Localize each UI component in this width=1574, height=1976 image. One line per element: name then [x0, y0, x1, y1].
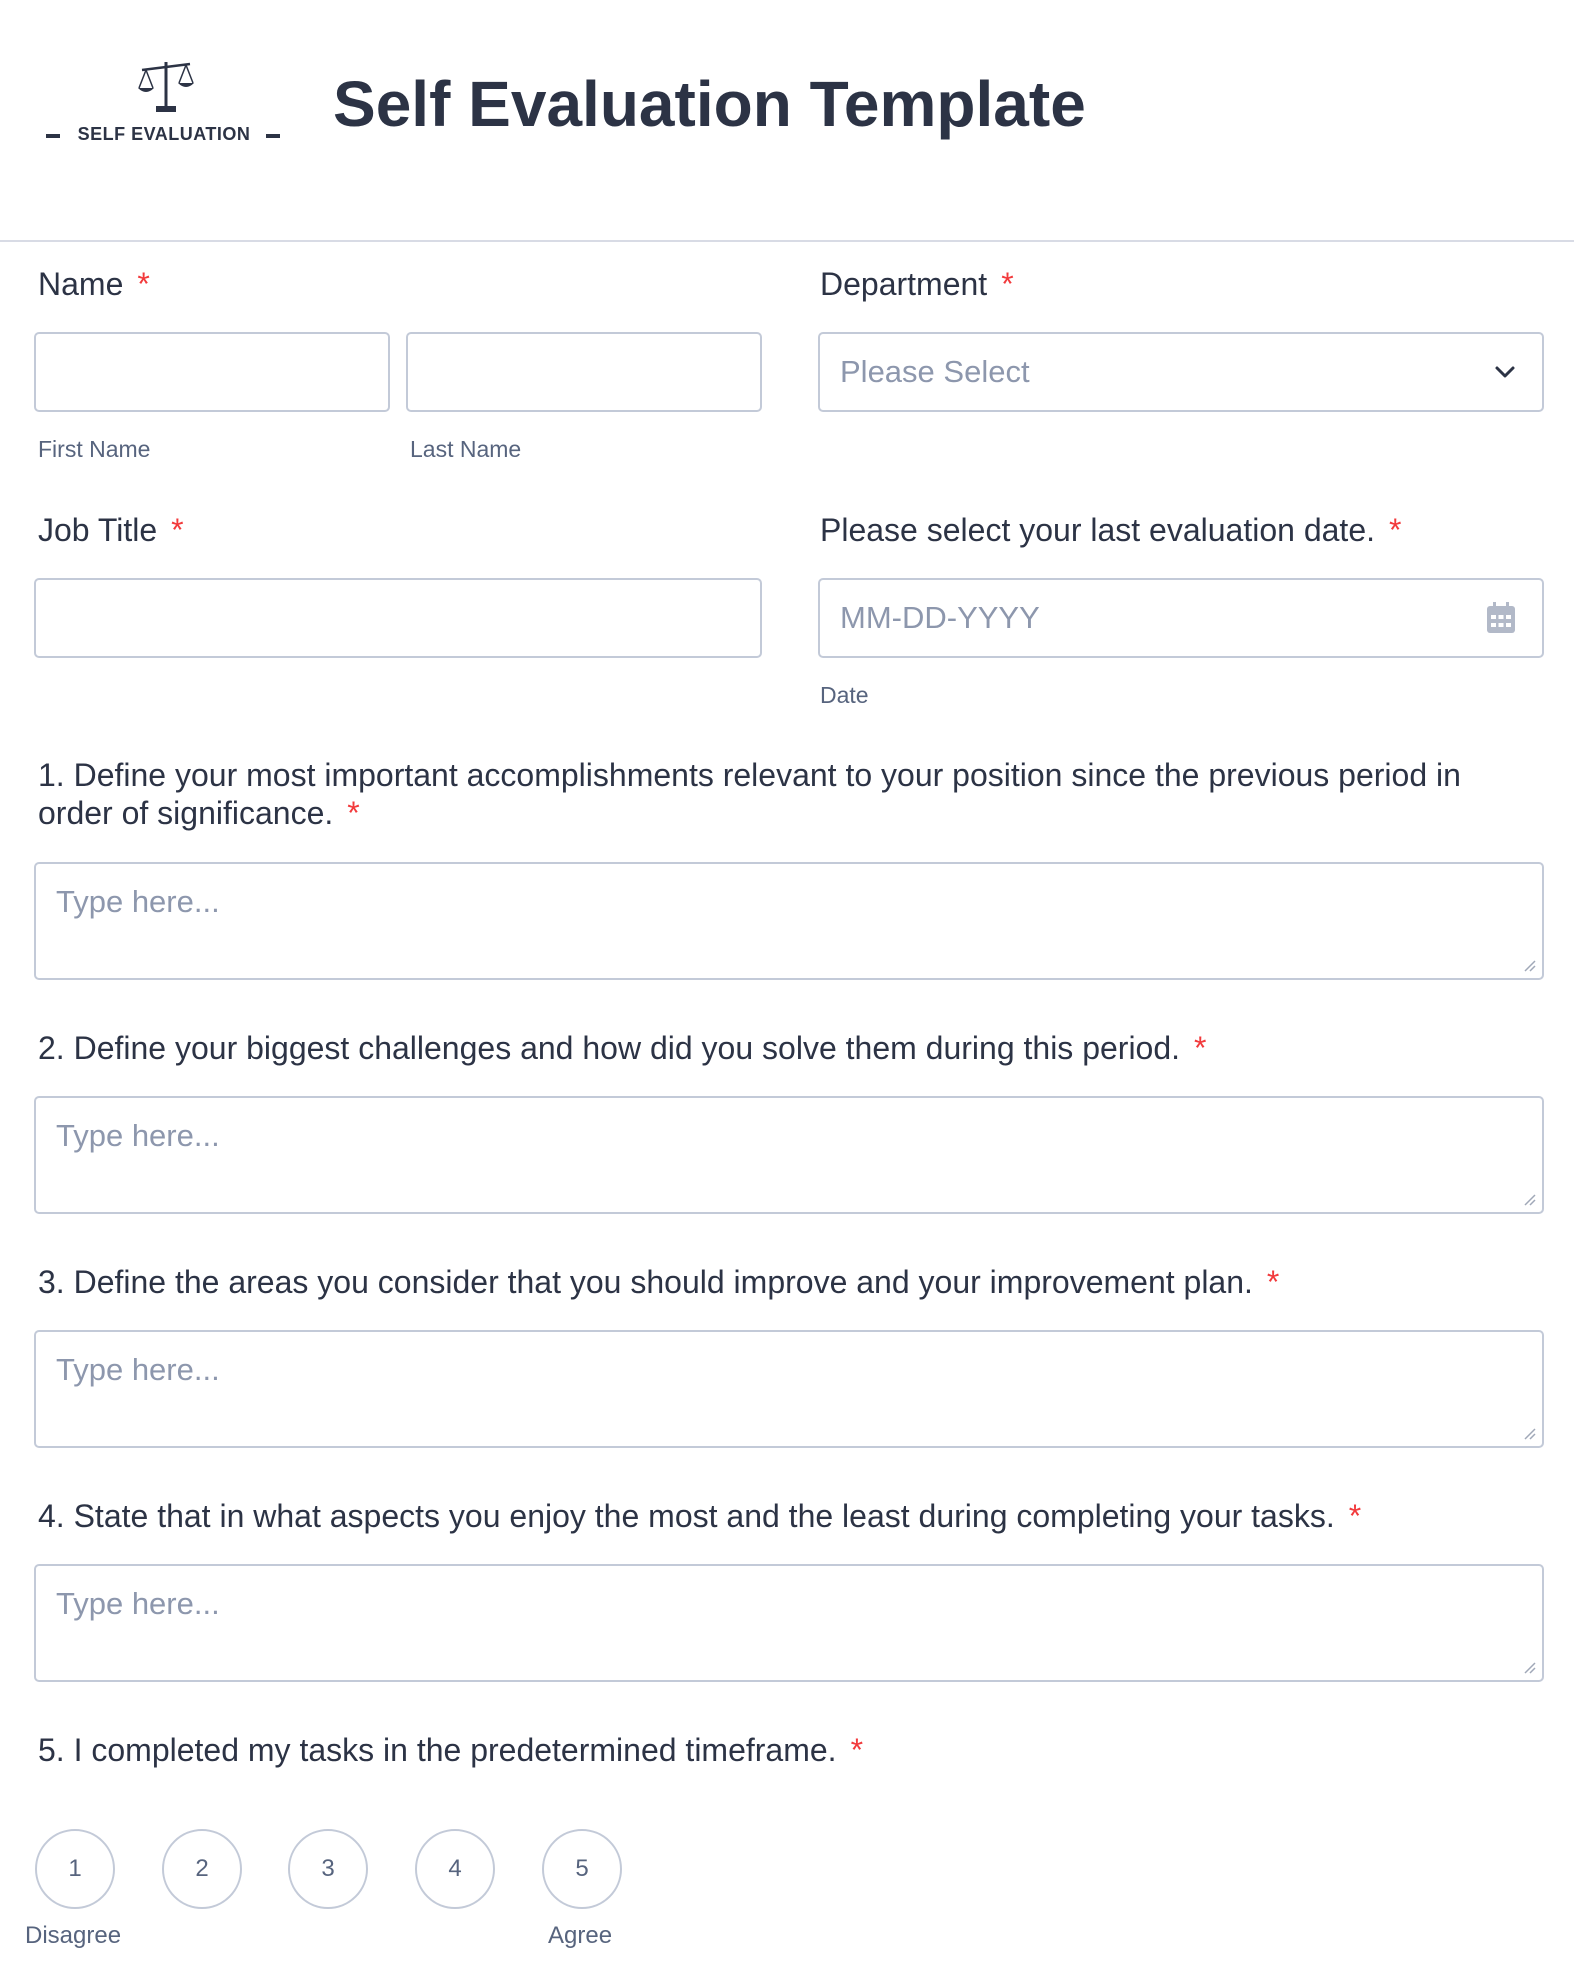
- question-2-placeholder: Type here...: [56, 1118, 220, 1153]
- question-4-textarea[interactable]: [34, 1564, 1544, 1682]
- calendar-icon[interactable]: [1486, 602, 1516, 634]
- resize-handle-icon[interactable]: [1522, 958, 1536, 972]
- question-2-label: 2. Define your biggest challenges and how did you solve them during this period. *: [38, 1030, 1207, 1066]
- eval-date-sublabel: Date: [820, 682, 869, 708]
- question-3-textarea[interactable]: [34, 1330, 1544, 1448]
- question-3-label: 3. Define the areas you consider that you should improve and your improvement plan. *: [38, 1264, 1280, 1300]
- required-mark: *: [347, 795, 360, 831]
- scales-icon: [136, 56, 196, 116]
- eval-date-input[interactable]: [818, 578, 1544, 658]
- required-mark: *: [171, 512, 184, 548]
- rating-min-label: Disagree: [25, 1922, 122, 1949]
- chevron-down-icon: [1494, 364, 1516, 380]
- question-1-label: 1. Define your most important accomplishments relevant to your position since the previous period in order of significance. *: [38, 757, 1461, 831]
- required-mark: *: [850, 1732, 864, 1768]
- required-mark: *: [137, 266, 150, 302]
- required-mark: *: [1001, 266, 1014, 302]
- job-title-label: Job Title *: [38, 512, 184, 548]
- resize-handle-icon[interactable]: [1522, 1660, 1536, 1674]
- rating-option-2[interactable]: 2: [162, 1829, 242, 1909]
- logo-dash-right-icon: [266, 134, 280, 138]
- department-select[interactable]: [818, 332, 1544, 412]
- eval-date-placeholder: MM-DD-YYYY: [840, 600, 1040, 635]
- required-mark: *: [1266, 1264, 1280, 1300]
- last-name-input[interactable]: [406, 332, 762, 412]
- question-1-textarea[interactable]: [34, 862, 1544, 980]
- required-mark: *: [1389, 512, 1402, 548]
- resize-handle-icon[interactable]: [1522, 1426, 1536, 1440]
- question-4-placeholder: Type here...: [56, 1586, 220, 1621]
- rating-option-4[interactable]: 4: [415, 1829, 495, 1909]
- required-mark: *: [1348, 1498, 1362, 1534]
- job-title-input[interactable]: [34, 578, 762, 658]
- question-5-label: 5. I completed my tasks in the predetermined timeframe. *: [38, 1732, 864, 1768]
- form-header: [0, 0, 1574, 242]
- logo-text: SELF EVALUATION: [77, 124, 251, 144]
- page-title: Self Evaluation Template: [333, 68, 1086, 140]
- rating-max-label: Agree: [548, 1922, 613, 1949]
- question-1-placeholder: Type here...: [56, 884, 220, 919]
- first-name-input[interactable]: [34, 332, 390, 412]
- required-mark: *: [1194, 1030, 1207, 1066]
- rating-option-1[interactable]: 1: [35, 1829, 115, 1909]
- logo: [44, 56, 284, 156]
- rating-option-5[interactable]: 5: [542, 1829, 622, 1909]
- rating-option-3[interactable]: 3: [288, 1829, 368, 1909]
- last-name-sublabel: Last Name: [410, 436, 522, 462]
- question-3-placeholder: Type here...: [56, 1352, 220, 1387]
- department-placeholder: Please Select: [840, 354, 1030, 389]
- question-2-textarea[interactable]: [34, 1096, 1544, 1214]
- eval-date-label: Please select your last evaluation date. *: [820, 512, 1402, 548]
- question-4-label: 4. State that in what aspects you enjoy the most and the least during completing your tasks. *: [38, 1498, 1362, 1534]
- first-name-sublabel: First Name: [38, 436, 151, 462]
- resize-handle-icon[interactable]: [1522, 1192, 1536, 1206]
- name-label: Name *: [38, 266, 150, 302]
- department-label: Department *: [820, 266, 1014, 302]
